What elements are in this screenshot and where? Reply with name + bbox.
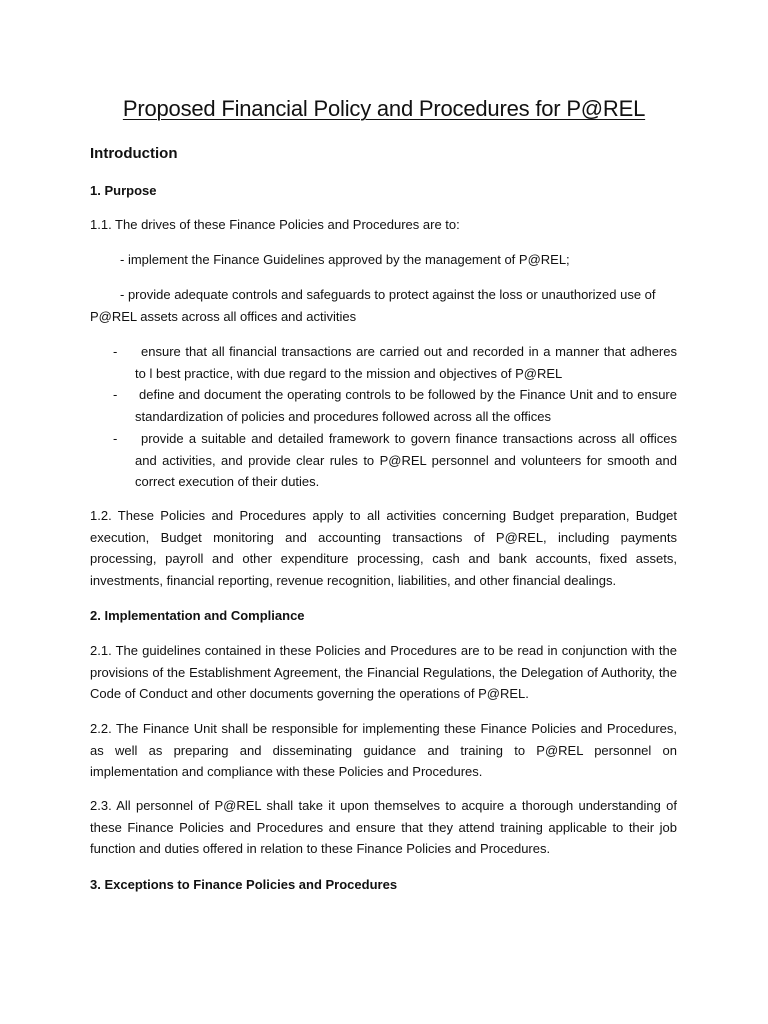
paragraph-1-1: 1.1. The drives of these Finance Policies and Procedures are to: [90, 217, 460, 232]
bullet-dash: - [113, 344, 118, 359]
bullet-dash: - [113, 387, 118, 402]
introduction-heading: Introduction [90, 145, 178, 162]
document-title: Proposed Financial Policy and Procedures for P@REL [122, 96, 646, 121]
section-1-heading: 1. Purpose [90, 183, 157, 198]
bullet-dash: - [113, 431, 118, 446]
paragraph-1-2: 1.2. These Policies and Procedures apply to all activities concerning Budget preparation, Budget execution, Budget monitoring and accounting transactions of P@REL, including payments processing, payroll and other expenditure processing, cash and bank accounts, fixed assets, investments, financial reporting, revenue recognition, liabilities, and other financial dealings. [90, 508, 677, 589]
paragraph-2-2: 2.2. The Finance Unit shall be responsible for implementing these Finance Policies and Procedures, as well as preparing and disseminating guidance and training to P@REL personnel on implementation and compliance with these Policies and Procedures. [90, 721, 677, 780]
paragraph-2-3: 2.3. All personnel of P@REL shall take it upon themselves to acquire a thorough understanding of these Finance Policies and Procedures and ensure that they attend training applicable to their job function and duties offered in relation to these Finance Policies and Procedures. [90, 798, 677, 857]
section-2-heading: 2. Implementation and Compliance [90, 608, 305, 623]
section-3-heading: 3. Exceptions to Finance Policies and Procedures [90, 877, 398, 892]
bullet-framework: provide a suitable and detailed framework to govern finance transactions across all offices and activities, and provide clear rules to P@REL personnel and volunteers for smooth and correct execution of their duties. [135, 431, 677, 490]
bullet-transactions: ensure that all financial transactions are carried out and recorded in a manner that adheres to l best practice, with due regard to the mission and objectives of P@REL [135, 344, 677, 381]
purpose-item-guidelines: - implement the Finance Guidelines approved by the management of P@REL; [120, 252, 570, 267]
paragraph-2-1: 2.1. The guidelines contained in these Policies and Procedures are to be read in conjunction with the provisions of the Establishment Agreement, the Financial Regulations, the Delegation of Authority, the Code of Conduct and other documents governing the operations of P@REL. [90, 643, 677, 702]
purpose-item-controls: - provide adequate controls and safeguards to protect against the loss or unauthorized use of P@REL assets across all offices and activities [90, 287, 656, 324]
bullet-operating-controls: define and document the operating controls to be followed by the Finance Unit and to ensure standardization of policies and procedures followed across all the offices [135, 387, 677, 424]
